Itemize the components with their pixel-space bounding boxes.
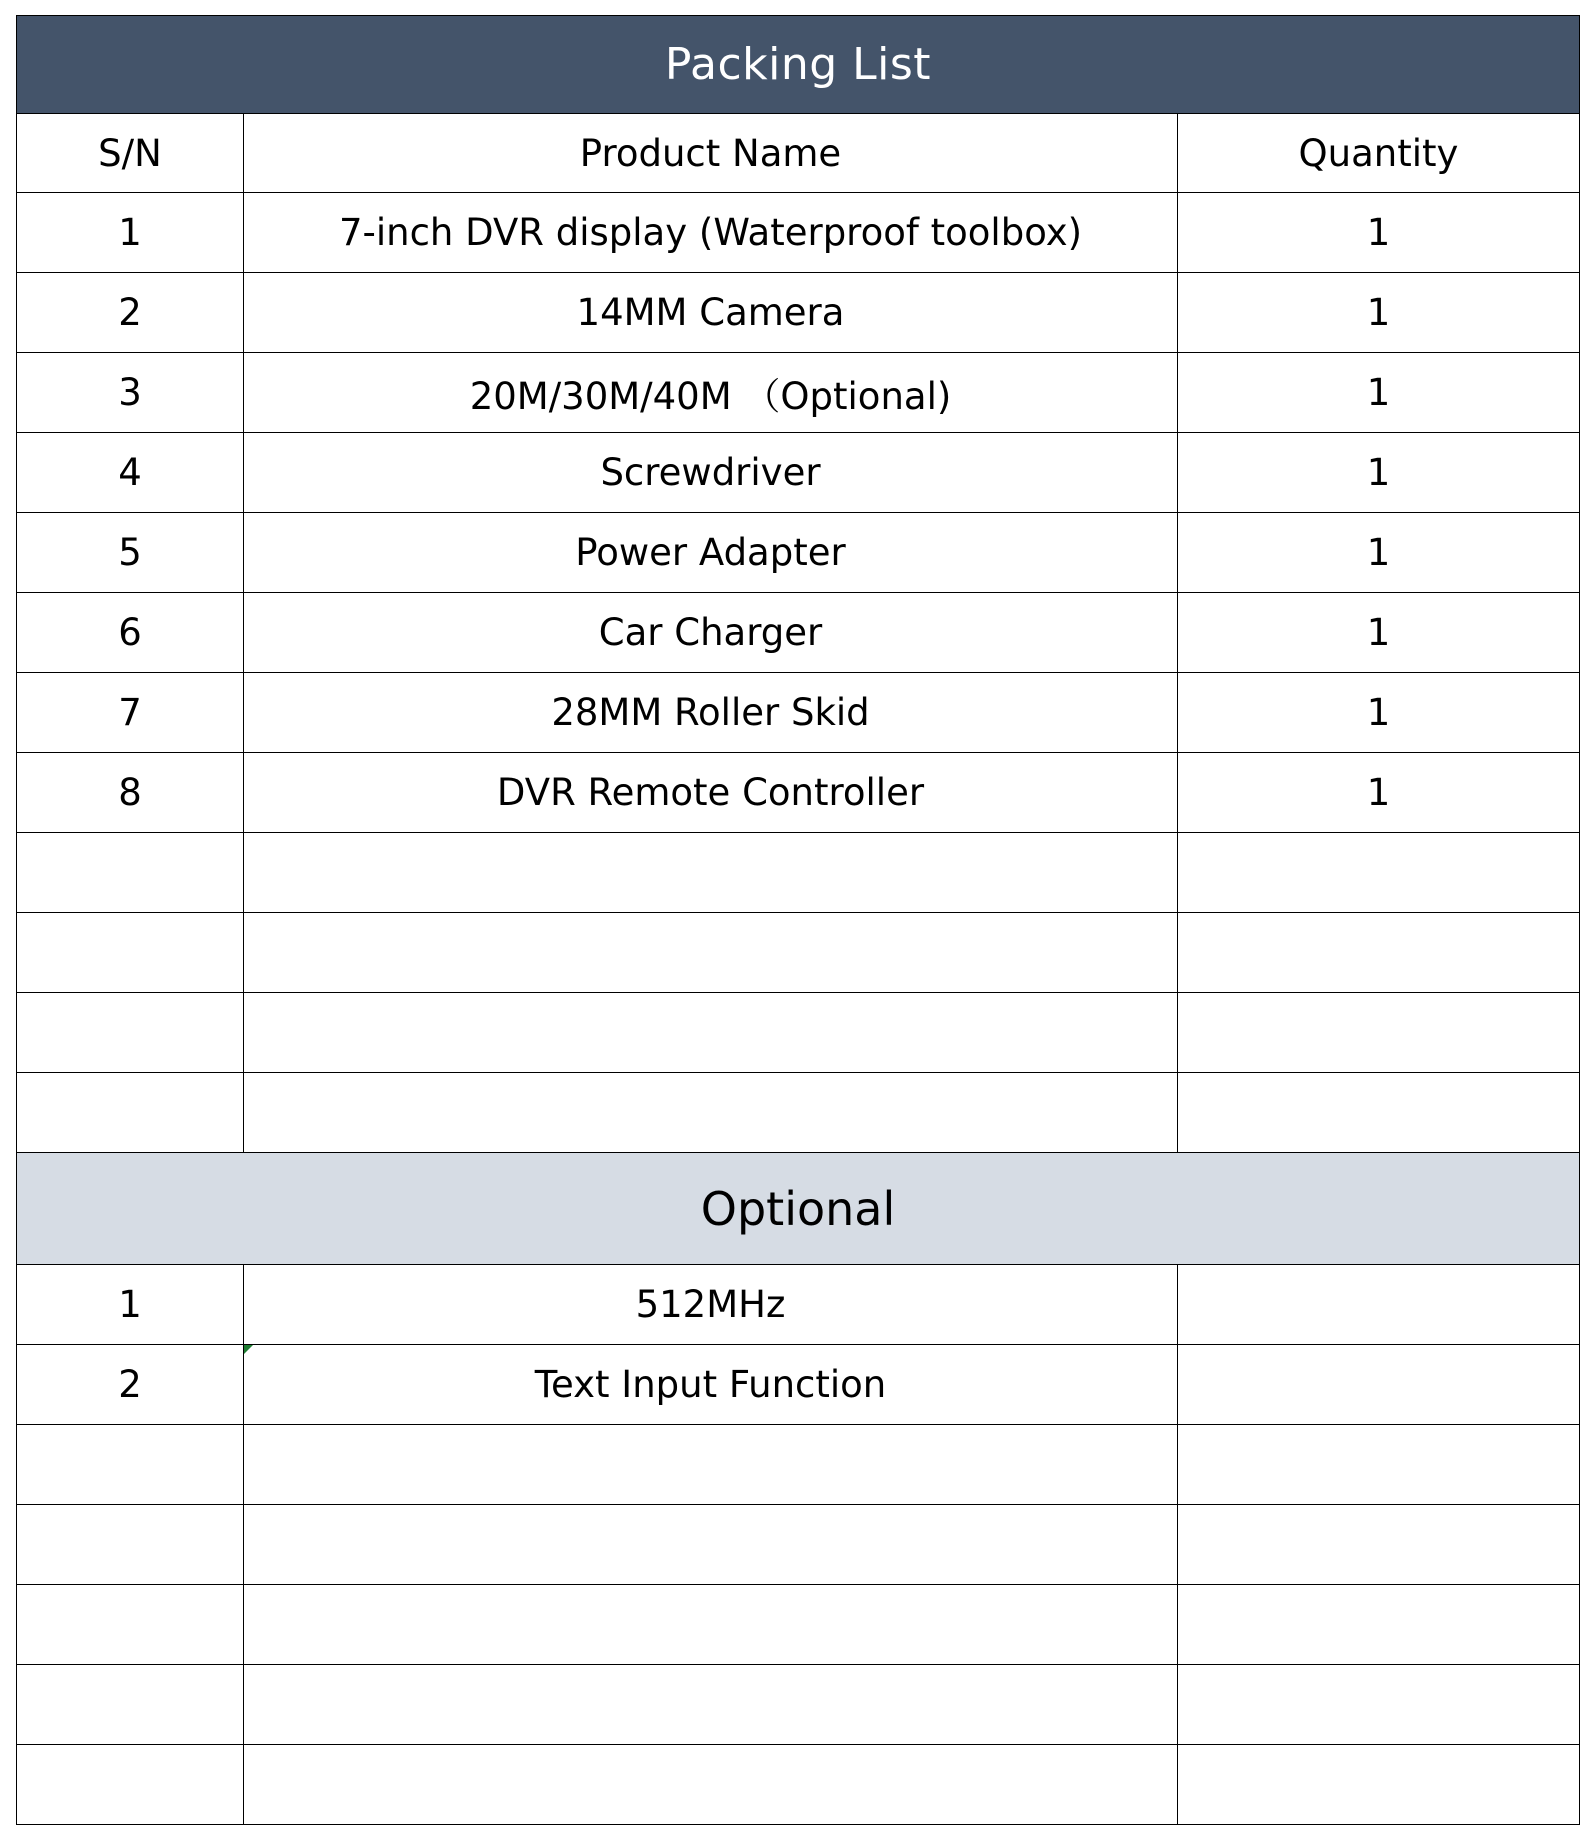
item-sn <box>17 993 244 1073</box>
optional-section-row <box>17 1153 1580 1265</box>
item-sn: 4 <box>17 433 244 513</box>
item-quantity: 1 <box>1178 593 1580 673</box>
item-name: 20M/30M/40M （Optional) <box>244 353 1178 433</box>
header-quantity: Quantity <box>1178 114 1580 193</box>
item-name: 7-inch DVR display (Waterproof toolbox) <box>244 193 1178 273</box>
item-quantity: 1 <box>1178 673 1580 753</box>
item-name <box>244 913 1178 993</box>
table-row <box>17 1745 1580 1825</box>
table-row <box>17 913 1580 993</box>
item-sn: 6 <box>17 593 244 673</box>
optional-section-title: Optional <box>17 1153 1580 1265</box>
table-row <box>17 353 1580 433</box>
item-quantity <box>1178 833 1580 913</box>
optional-item-quantity <box>1178 1505 1580 1585</box>
item-sn <box>17 833 244 913</box>
table-row <box>17 593 1580 673</box>
table-row <box>17 1345 1580 1425</box>
optional-item-name <box>244 1745 1178 1825</box>
item-sn: 2 <box>17 273 244 353</box>
optional-item-name <box>244 1665 1178 1745</box>
item-quantity: 1 <box>1178 753 1580 833</box>
table-row <box>17 193 1580 273</box>
optional-item-sn <box>17 1745 244 1825</box>
item-sn: 5 <box>17 513 244 593</box>
item-name <box>244 833 1178 913</box>
optional-item-name <box>244 1345 1178 1425</box>
item-name: Car Charger <box>244 593 1178 673</box>
table-row <box>17 513 1580 593</box>
packing-list-title: Packing List <box>17 16 1580 114</box>
item-name: Screwdriver <box>244 433 1178 513</box>
optional-item-name <box>244 1425 1178 1505</box>
header-sn: S/N <box>17 114 244 193</box>
item-sn: 3 <box>17 353 244 433</box>
item-sn: 7 <box>17 673 244 753</box>
item-quantity <box>1178 913 1580 993</box>
item-name <box>244 993 1178 1073</box>
packing-list-table <box>16 15 1580 1825</box>
item-quantity: 1 <box>1178 433 1580 513</box>
optional-item-quantity <box>1178 1265 1580 1345</box>
optional-item-sn <box>17 1425 244 1505</box>
item-quantity <box>1178 1073 1580 1153</box>
cell-note-marker-icon <box>244 1345 253 1354</box>
table-row <box>17 273 1580 353</box>
optional-item-quantity <box>1178 1745 1580 1825</box>
optional-item-name: 512MHz <box>244 1265 1178 1345</box>
table-row <box>17 753 1580 833</box>
item-quantity: 1 <box>1178 513 1580 593</box>
table-row <box>17 673 1580 753</box>
item-name: 14MM Camera <box>244 273 1178 353</box>
item-name <box>244 1073 1178 1153</box>
item-quantity: 1 <box>1178 193 1580 273</box>
table-row <box>17 1505 1580 1585</box>
item-name: DVR Remote Controller <box>244 753 1178 833</box>
optional-item-quantity <box>1178 1585 1580 1665</box>
item-sn <box>17 1073 244 1153</box>
optional-item-sn <box>17 1505 244 1585</box>
item-quantity: 1 <box>1178 353 1580 433</box>
item-name: Power Adapter <box>244 513 1178 593</box>
optional-item-sn <box>17 1585 244 1665</box>
optional-item-quantity <box>1178 1665 1580 1745</box>
table-row <box>17 1585 1580 1665</box>
item-quantity <box>1178 993 1580 1073</box>
optional-item-sn: 2 <box>17 1345 244 1425</box>
header-product-name: Product Name <box>244 114 1178 193</box>
table-row <box>17 833 1580 913</box>
item-sn: 8 <box>17 753 244 833</box>
item-name: 28MM Roller Skid <box>244 673 1178 753</box>
optional-item-name <box>244 1505 1178 1585</box>
table-row <box>17 993 1580 1073</box>
item-sn: 1 <box>17 193 244 273</box>
table-row <box>17 433 1580 513</box>
header-row <box>17 114 1580 193</box>
title-row <box>17 16 1580 114</box>
optional-item-sn: 1 <box>17 1265 244 1345</box>
table-row <box>17 1665 1580 1745</box>
optional-item-sn <box>17 1665 244 1745</box>
item-sn <box>17 913 244 993</box>
table-row <box>17 1073 1580 1153</box>
table-row <box>17 1425 1580 1505</box>
optional-item-quantity <box>1178 1345 1580 1425</box>
item-quantity: 1 <box>1178 273 1580 353</box>
optional-item-name-text: Text Input Function <box>534 1363 887 1406</box>
optional-item-name <box>244 1585 1178 1665</box>
optional-item-quantity <box>1178 1425 1580 1505</box>
table-row <box>17 1265 1580 1345</box>
